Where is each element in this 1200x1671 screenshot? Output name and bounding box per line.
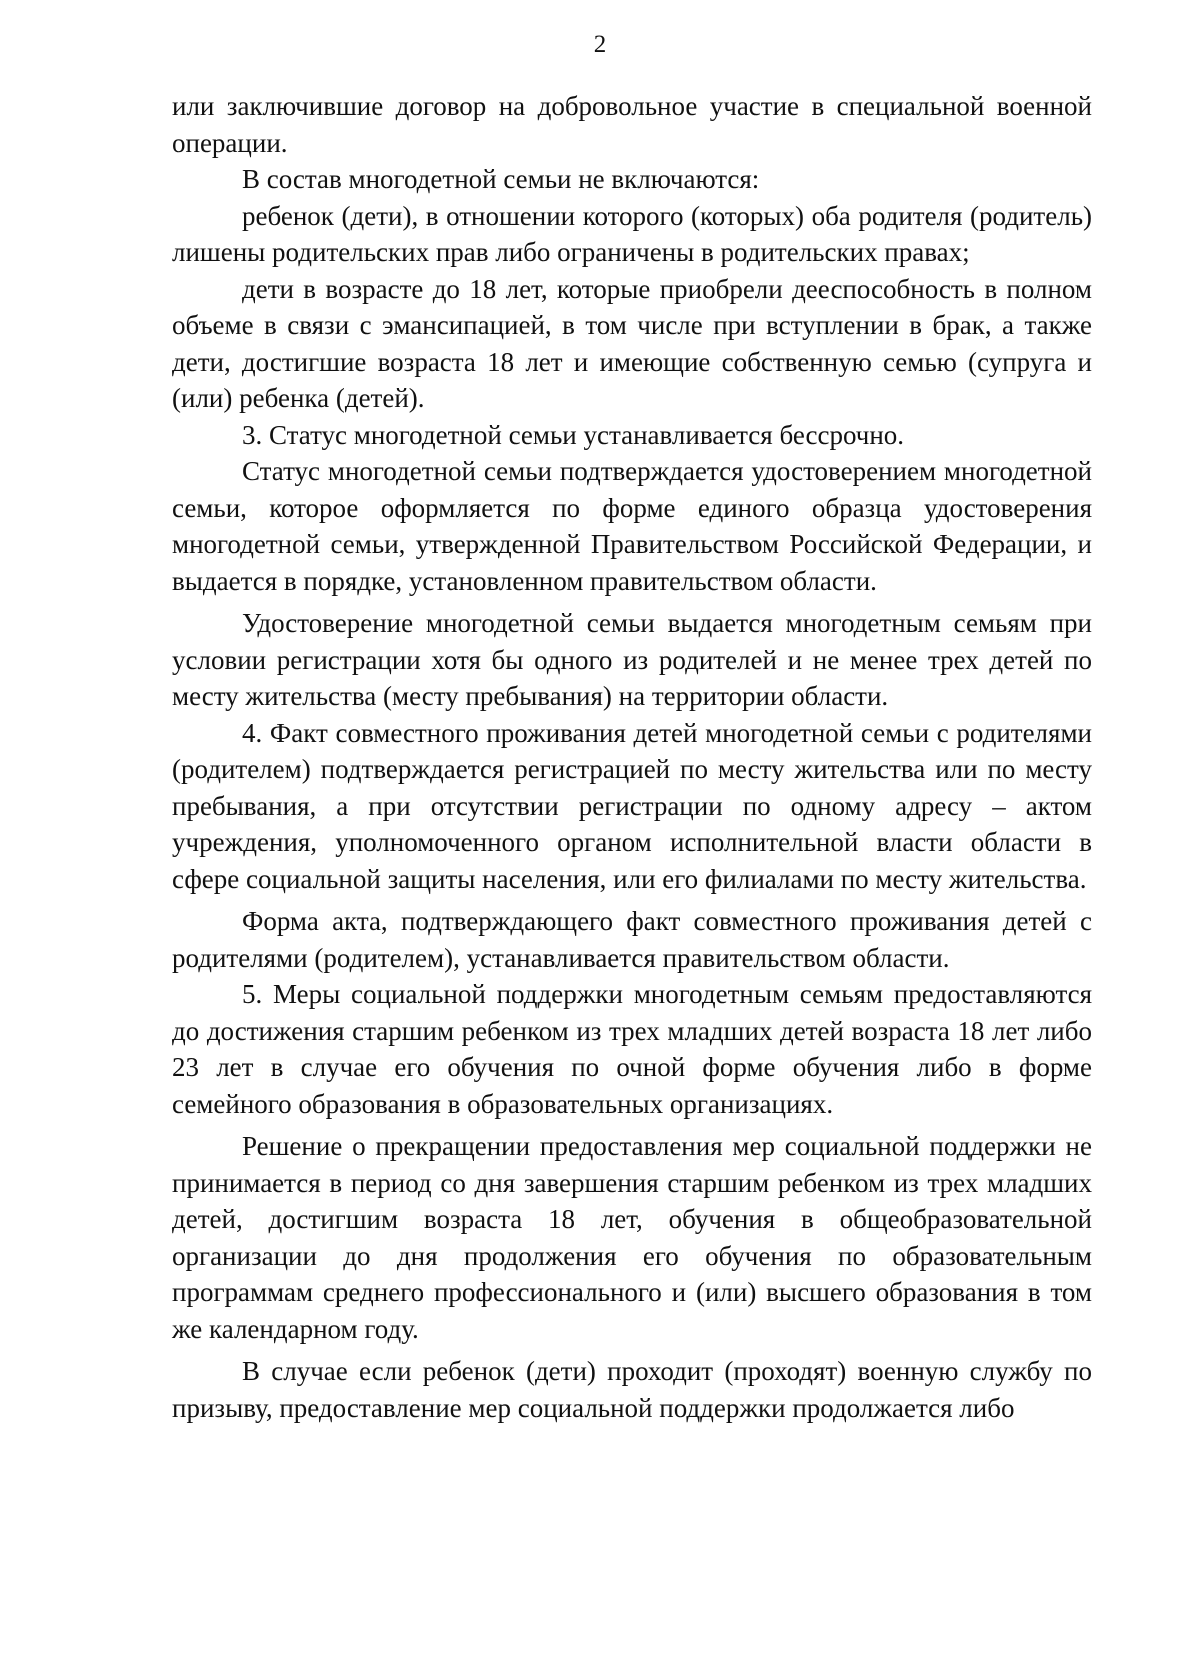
paragraph: 5. Меры социальной поддержки многодетным семьям предоставляются до достижения старшим ребенком из трех младших детей возраста 18 лет либо 23 лет в случае его обучения по очной форме обучения либо в форме семейного образования в образовательных организациях. <box>172 979 1092 1119</box>
paragraph: или заключившие договор на добровольное участие в специальной военной операции. <box>172 91 1092 158</box>
paragraph: дети в возрасте до 18 лет, которые приобрели дееспособность в полном объеме в связи с эмансипацией, в том числе при вступлении в брак, а также дети, достигшие возраста 18 лет и имеющие собственную семью (супруга и (или) ребенка (детей). <box>172 273 1092 413</box>
paragraph: ребенок (дети), в отношении которого (которых) оба родителя (родитель) лишены родительских прав либо ограничены в родительских правах; <box>172 200 1092 267</box>
document-body <box>172 88 1092 1426</box>
paragraph: 3. Статус многодетной семьи устанавливается бессрочно. <box>242 419 905 450</box>
paragraph: Решение о прекращении предоставления мер социальной поддержки не принимается в период со дня завершения старшим ребенком из трех младших детей, достигшим возраста 18 лет, обучения в общеобразовательной организации до дня продолжения его обучения по образовательным программам среднего профессионального и (или) высшего образования в том же календарном году. <box>172 1131 1092 1344</box>
paragraph: Статус многодетной семьи подтверждается удостоверением многодетной семьи, которое оформляется по форме единого образца удостоверения многодетной семьи, утвержденной Правительством Российской Федерации, и выдается в порядке, установленном правительством области. <box>172 456 1092 596</box>
paragraph: Удостоверение многодетной семьи выдается многодетным семьям при условии регистрации хотя бы одного из родителей и не менее трех детей по месту жительства (месту пребывания) на территории области. <box>172 608 1092 711</box>
paragraph: В случае если ребенок (дети) проходит (проходят) военную службу по призыву, предоставление мер социальной поддержки продолжается либо <box>172 1356 1092 1423</box>
page-number: 2 <box>593 31 607 58</box>
paragraph: 4. Факт совместного проживания детей многодетной семьи с родителями (родителем) подтверждается регистрацией по месту жительства или по месту пребывания, а при отсутствии регистрации по одному адресу – актом учреждения, уполномоченного органом исполнительной власти области в сфере социальной защиты населения, или его филиалами по месту жительства. <box>172 717 1092 894</box>
paragraph: Форма акта, подтверждающего факт совместного проживания детей с родителями (родителем), устанавливается правительством области. <box>172 906 1092 973</box>
paragraph: В состав многодетной семьи не включаются: <box>242 164 760 194</box>
